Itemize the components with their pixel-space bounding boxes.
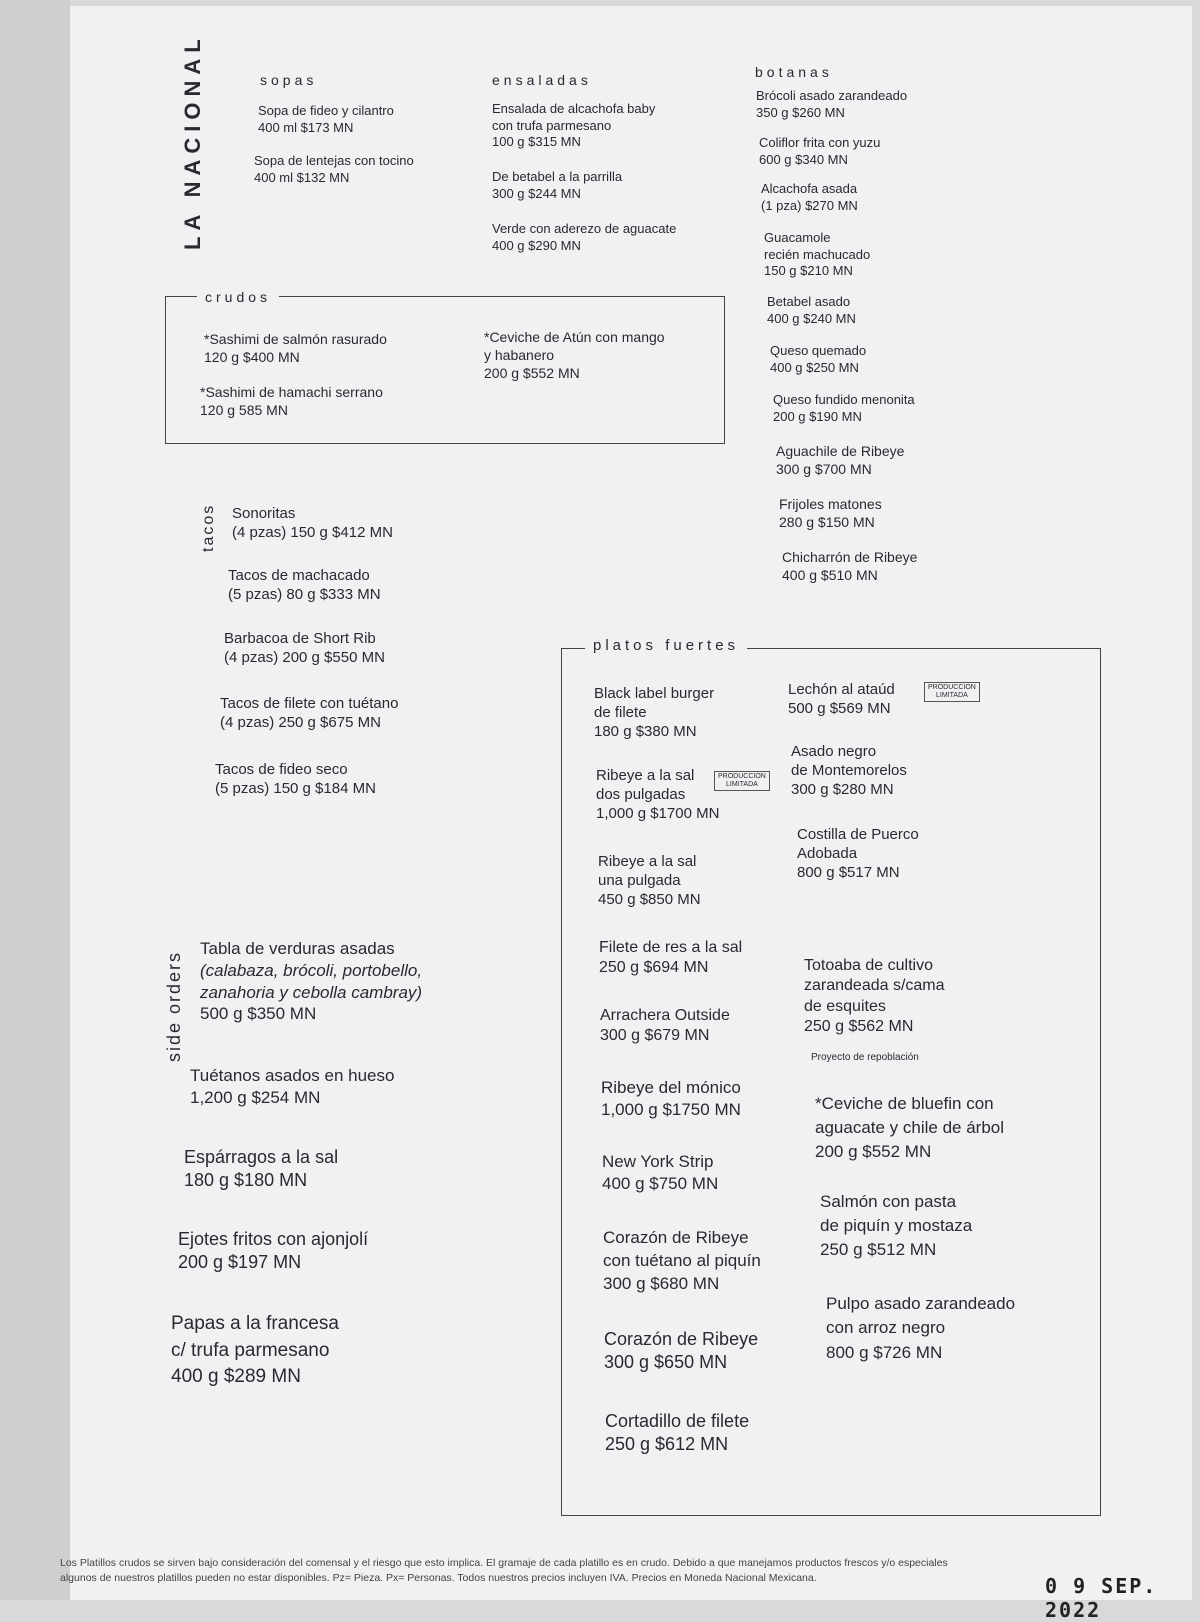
menu-item: Pulpo asado zarandeado con arroz negro 800 g $726 MN bbox=[826, 1294, 1016, 1362]
section-title-tacos: tacos bbox=[200, 503, 217, 552]
menu-item: Arrachera Outside 300 g $679 MN bbox=[600, 1007, 730, 1045]
menu-item: Barbacoa de Short Rib (4 pzas) 200 g $550 MN bbox=[224, 630, 385, 667]
footer-line: Los Platillos crudos se sirven bajo consideración del comensal y el riesgo que esto implica. El gramaje de cada platillo es en crudo. Debido a que manejamos productos frescos y/o especiales bbox=[60, 1557, 948, 1569]
menu-item: Verde con aderezo de aguacate 400 g $290 MN bbox=[492, 221, 677, 253]
menu-item: Cortadillo de filete 250 g $612 MN bbox=[605, 1411, 750, 1455]
menu-item: Ejotes fritos con ajonjolí 200 g $197 MN bbox=[178, 1229, 369, 1273]
menu-item: *Sashimi de salmón rasurado 120 g $400 MN bbox=[204, 331, 387, 365]
section-title-platos-fuertes: platos fuertes bbox=[585, 637, 747, 654]
menu-item: Lechón al ataúd 500 g $569 MN bbox=[788, 681, 895, 718]
menu-item: Frijoles matones 280 g $150 MN bbox=[779, 496, 882, 530]
menu-item: Queso fundido menonita 200 g $190 MN bbox=[773, 392, 915, 424]
menu-item: Queso quemado 400 g $250 MN bbox=[770, 343, 867, 375]
menu-item: Sopa de fideo y cilantro 400 ml $173 MN bbox=[258, 103, 394, 135]
menu-item: Corazón de Ribeye 300 g $650 MN bbox=[604, 1329, 759, 1373]
menu-item: New York Strip 400 g $750 MN bbox=[602, 1152, 719, 1193]
section-title-botanas: botanas bbox=[755, 64, 833, 80]
menu-item: Tacos de fideo seco (5 pzas) 150 g $184 MN bbox=[215, 761, 376, 798]
menu-item: Costilla de Puerco Adobada 800 g $517 MN bbox=[797, 826, 919, 882]
menu-item: Salmón con pasta de piquín y mostaza 250 g $512 MN bbox=[820, 1192, 973, 1259]
menu-item: Ribeye a la sal dos pulgadas 1,000 g $1700 MN bbox=[596, 767, 720, 823]
section-title-ensaladas: ensaladas bbox=[492, 72, 592, 88]
menu-item: Tuétanos asados en hueso 1,200 g $254 MN bbox=[190, 1066, 395, 1107]
menu-item: *Ceviche de Atún con mango y habanero 200 g $552 MN bbox=[484, 329, 665, 381]
menu-item: De betabel a la parrilla 300 g $244 MN bbox=[492, 169, 623, 201]
menu-item: Alcachofa asada (1 pza) $270 MN bbox=[761, 181, 858, 213]
menu-item: Ensalada de alcachofa baby con trufa parmesano 100 g $315 MN bbox=[492, 101, 656, 150]
menu-item: Betabel asado 400 g $240 MN bbox=[767, 294, 856, 326]
menu-item: Sonoritas (4 pzas) 150 g $412 MN bbox=[232, 505, 393, 542]
restaurant-name: LA NACIONAL bbox=[180, 33, 205, 250]
menu-item: *Ceviche de bluefin con aguacate y chile de árbol 200 g $552 MN bbox=[815, 1094, 1005, 1161]
menu-item: Tacos de machacado (5 pzas) 80 g $333 MN bbox=[228, 567, 381, 604]
menu-item: Aguachile de Ribeye 300 g $700 MN bbox=[776, 443, 905, 477]
limited-production-badge: PRODUCCION LIMITADA bbox=[714, 771, 770, 791]
menu-item: Totoaba de cultivo zarandeada s/cama de esquites 250 g $562 MN bbox=[804, 957, 945, 1036]
section-title-sopas: sopas bbox=[260, 72, 318, 88]
disclaimer-footer bbox=[60, 1556, 1060, 1586]
date-stamp: 0 9 SEP. 2022 bbox=[1045, 1574, 1158, 1622]
menu-item: Coliflor frita con yuzu 600 g $340 MN bbox=[759, 135, 881, 167]
menu-item: Tacos de filete con tuétano (4 pzas) 250 g $675 MN bbox=[220, 695, 399, 732]
menu-item: Brócoli asado zarandeado 350 g $260 MN bbox=[756, 88, 908, 120]
section-title-crudos: crudos bbox=[197, 289, 279, 305]
repopulation-note: Proyecto de repoblación bbox=[811, 1052, 919, 1063]
section-title-side-orders: side orders bbox=[164, 950, 184, 1062]
menu-item: Guacamole recién machucado 150 g $210 MN bbox=[764, 230, 871, 279]
menu-item: *Sashimi de hamachi serrano 120 g 585 MN bbox=[200, 384, 383, 418]
menu-item: Sopa de lentejas con tocino 400 ml $132 MN bbox=[254, 153, 414, 185]
menu-item: Papas a la francesa c/ trufa parmesano 400 g $289 MN bbox=[171, 1313, 339, 1388]
table-surface bbox=[0, 0, 70, 1600]
menu-item: Corazón de Ribeye con tuétano al piquín 300 g $680 MN bbox=[603, 1228, 761, 1294]
limited-production-badge: PRODUCCION LIMITADA bbox=[924, 682, 980, 702]
menu-item: Asado negro de Montemorelos 300 g $280 MN bbox=[791, 743, 907, 799]
menu-item: Filete de res a la sal 250 g $694 MN bbox=[599, 939, 743, 977]
menu-item: Chicharrón de Ribeye 400 g $510 MN bbox=[782, 549, 918, 583]
menu-item: Tabla de verduras asadas (calabaza, brócoli, portobello, zanahoria y cebolla cambray) 500 g $350 MN bbox=[200, 939, 423, 1024]
menu-item: Espárragos a la sal 180 g $180 MN bbox=[184, 1147, 339, 1191]
menu-item: Ribeye del mónico 1,000 g $1750 MN bbox=[601, 1078, 741, 1119]
menu-item: Ribeye a la sal una pulgada 450 g $850 MN bbox=[598, 853, 701, 909]
menu-item: Black label burger de filete 180 g $380 MN bbox=[594, 685, 715, 741]
footer-line: algunos de nuestros platillos pueden no estar disponibles. Pz= Pieza. Px= Personas. Todos nuestros precios incluyen IVA. Precios en Moneda Nacional Mexicana. bbox=[60, 1572, 817, 1584]
